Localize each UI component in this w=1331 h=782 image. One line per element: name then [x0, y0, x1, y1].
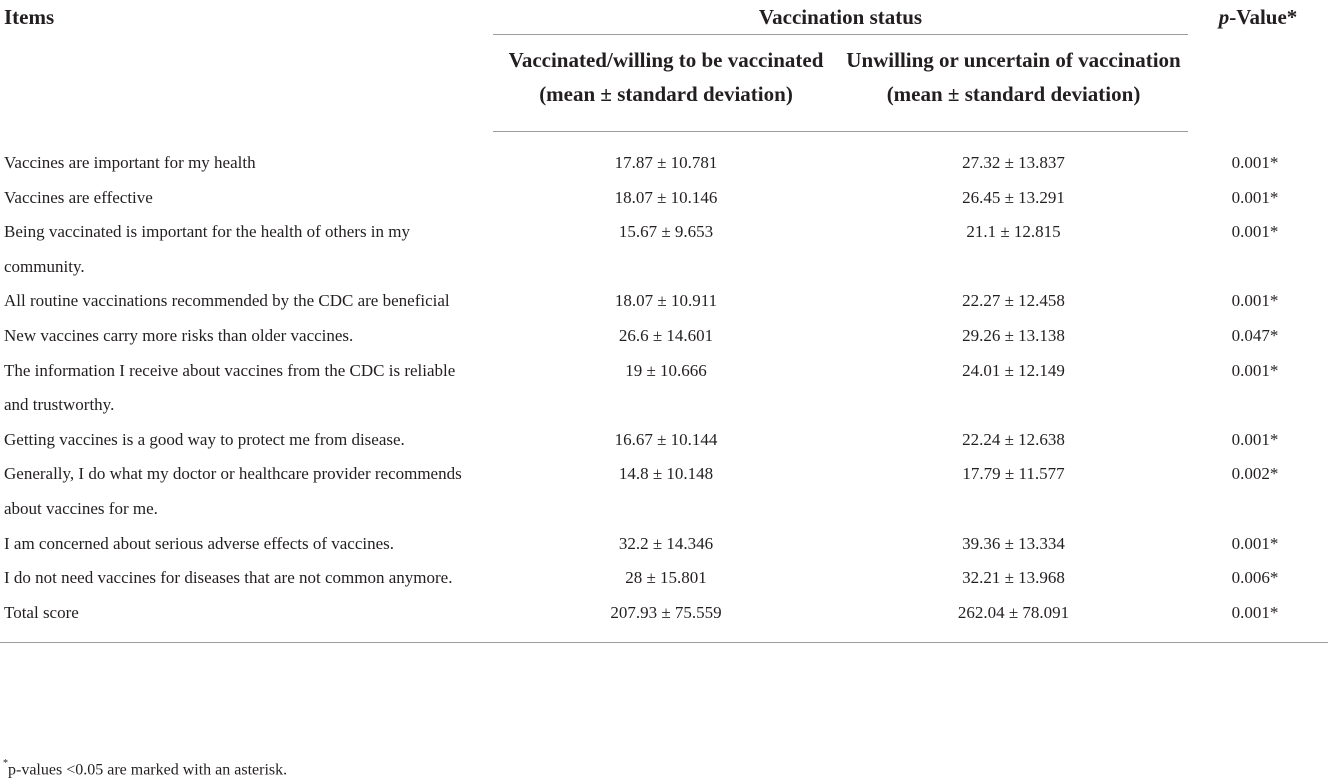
row-item: New vaccines carry more risks than older vaccines.	[4, 325, 354, 345]
row-vaccinated: 28 ± 15.801	[625, 568, 707, 588]
row-unwilling: 17.79 ± 11.577	[962, 464, 1065, 484]
row-unwilling: 22.24 ± 12.638	[962, 429, 1065, 449]
row-item: All routine vaccinations recommended by the CDC are beneficial	[4, 291, 450, 311]
table-row	[0, 215, 1328, 284]
row-vaccinated: 14.8 ± 10.148	[618, 464, 714, 484]
table-row	[0, 354, 1328, 423]
table-row	[0, 132, 1328, 181]
row-p-value: 0.001*	[1231, 152, 1279, 172]
row-item: Vaccines are important for my health	[4, 152, 256, 172]
row-item: Total score	[0, 596, 493, 643]
row-vaccinated: 18.07 ± 10.146	[614, 187, 718, 207]
row-vaccinated: 207.93 ± 75.559	[493, 596, 839, 643]
header-p-value	[1188, 0, 1328, 132]
header-items: Items	[4, 5, 55, 29]
row-unwilling: 22.27 ± 12.458	[962, 291, 1065, 311]
row-unwilling: 21.1 ± 12.815	[966, 222, 1061, 242]
row-p-value: 0.001*	[1231, 222, 1279, 242]
row-unwilling: 32.21 ± 13.968	[962, 568, 1065, 588]
table-row	[0, 284, 1328, 319]
footnote-text: p-values <0.05 are marked with an asterisk.	[8, 761, 288, 779]
row-vaccinated: 18.07 ± 10.911	[614, 291, 718, 311]
table-row	[0, 319, 1328, 354]
table-row	[0, 596, 1328, 643]
table-row	[0, 423, 1328, 458]
row-unwilling: 39.36 ± 13.334	[962, 533, 1065, 553]
header-vaccination-status: Vaccination status	[758, 5, 923, 29]
table-row	[0, 181, 1328, 216]
row-vaccinated: 17.87 ± 10.781	[614, 153, 718, 172]
row-p-value: 0.001*	[1231, 429, 1279, 449]
row-vaccinated: 32.2 ± 14.346	[618, 533, 714, 553]
table-row	[0, 561, 1328, 596]
table-body	[0, 132, 1328, 643]
row-p-value: 0.001*	[1231, 360, 1279, 380]
row-vaccinated: 19 ± 10.666	[625, 360, 707, 380]
row-item: Getting vaccines is a good way to protect me from disease.	[4, 429, 405, 449]
row-unwilling: 29.26 ± 13.138	[962, 325, 1065, 345]
header-p-italic: p	[1218, 5, 1230, 29]
row-p-value: 0.001*	[1231, 291, 1279, 311]
row-p-value: 0.047*	[1231, 325, 1279, 345]
footnote	[3, 754, 287, 782]
header-unwilling: Unwilling or uncertain of vaccination (mean ± standard deviation)	[839, 35, 1188, 132]
header-vaccinated: Vaccinated/willing to be vaccinated (mean ± standard deviation)	[493, 35, 839, 132]
row-item: I am concerned about serious adverse effects of vaccines.	[4, 533, 395, 553]
row-unwilling: 24.01 ± 12.149	[962, 360, 1065, 380]
row-unwilling: 26.45 ± 13.291	[962, 187, 1065, 207]
header-p-rest: -Value*	[1229, 5, 1298, 29]
table-row	[0, 527, 1328, 562]
row-vaccinated: 16.67 ± 10.144	[614, 429, 718, 449]
row-item: Vaccines are effective	[4, 187, 153, 207]
row-vaccinated: 15.67 ± 9.653	[618, 222, 714, 242]
row-item: Being vaccinated is important for the health of others in my community.	[4, 222, 410, 276]
row-p-value: 0.006*	[1231, 568, 1279, 588]
row-item: I do not need vaccines for diseases that are not common anymore.	[4, 568, 453, 588]
row-p-value: 0.001*	[1231, 533, 1279, 553]
table-row	[0, 457, 1328, 526]
row-item: Generally, I do what my doctor or healthcare provider recommends about vaccines for me.	[4, 464, 462, 518]
row-unwilling: 27.32 ± 13.837	[962, 153, 1065, 172]
row-item: The information I receive about vaccines from the CDC is reliable and trustworthy.	[4, 360, 456, 415]
footnote-marker: *	[3, 758, 8, 769]
row-p-value: 0.001*	[1188, 596, 1328, 643]
row-p-value: 0.001*	[1231, 187, 1279, 207]
row-vaccinated: 26.6 ± 14.601	[618, 325, 714, 345]
row-unwilling: 262.04 ± 78.091	[839, 596, 1188, 643]
row-p-value: 0.002*	[1231, 464, 1279, 484]
